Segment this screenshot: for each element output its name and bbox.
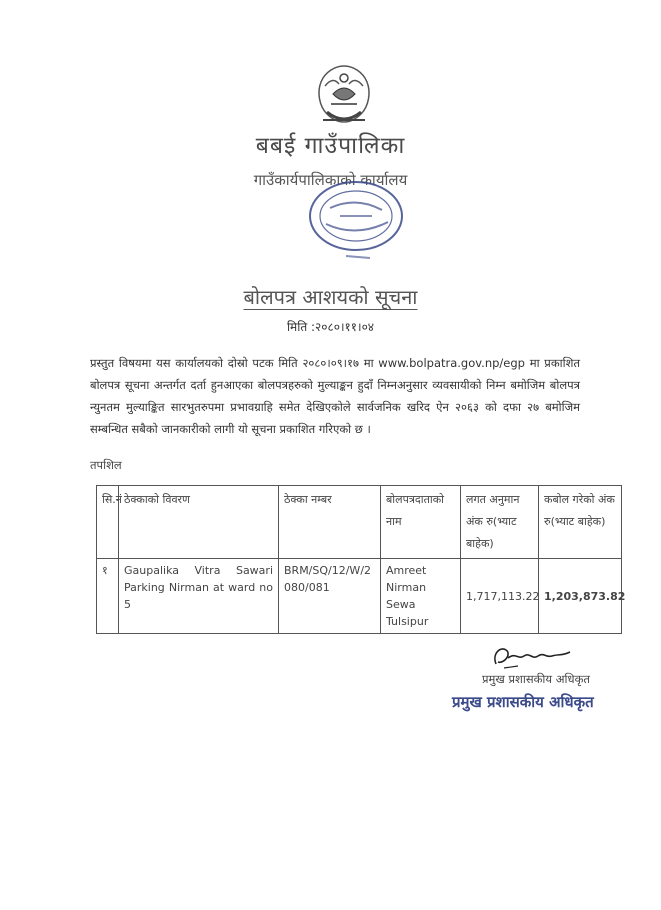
designation-stamp: [450, 686, 625, 714]
signatory-title: प्रमुख प्रशासकीय अधिकृत: [482, 672, 590, 686]
office-name: बबई गाउँपालिका: [255, 133, 406, 159]
header-contract-no: ठेक्का नम्बर: [279, 486, 381, 559]
table-row: [97, 559, 622, 634]
header-serial: सि.नं: [97, 486, 119, 559]
bid-table: [96, 485, 626, 634]
notice-date: मिति :२०८०।११।०४: [286, 320, 375, 334]
header-bid-amount: कबोल गरेको अंक रु(भ्याट बाहेक): [539, 486, 622, 559]
nepal-emblem-icon: [313, 64, 375, 128]
table-header-row: [97, 486, 622, 559]
office-subtitle: गाउँकार्यपालिकाको कार्यालय: [253, 171, 408, 189]
notice-title: बोलपत्र आशयको सूचना: [243, 285, 418, 309]
cell-bidder: Amreet Nirman Sewa Tulsipur: [381, 559, 461, 634]
designation-stamp-text: प्रमुख प्रशासकीय अधिकृत: [452, 693, 594, 711]
cell-estimate: 1,717,113.22: [461, 559, 539, 634]
office-stamp-icon: [300, 168, 412, 266]
cell-description: Gaupalika Vitra Sawari Parking Nirman at ward no 5: [119, 559, 279, 634]
details-label: तपशिल: [90, 458, 122, 472]
header-estimate: लगत अनुमान अंक रु(भ्याट बाहेक): [461, 486, 539, 559]
cell-bid-amount: 1,203,873.82: [539, 559, 622, 634]
notice-body: प्रस्तुत विषयमा यस कार्यालयको दोस्रो पटक मिति २०८०।०९।१७ मा www.bolpatra.gov.np/egp मा प्रकाशित बोलपत्र सूचना अन्तर्गत दर्ता हुनआएका बोलपत्रहरुको मुल्याङ्कन हुदाँ निम्नअनुसार व्यवसायीको निम्न बमोजिम बोलपत्र न्युनतम मुल्याङ्कित सारभुतरुपमा प्रभावग्राहि समेत देखिएकोले सार्वजनिक खरिद ऐन २०६३ को दफा २७ बमोजिम सम्बन्धित सबैको जानकारीको लागी यो सूचना प्रकाशित गरिएको छ ।: [90, 356, 580, 436]
header-bidder: बोलपत्रदाताको नाम: [381, 486, 461, 559]
cell-serial: १: [97, 559, 119, 634]
header-description: ठेक्काको विवरण: [119, 486, 279, 559]
signature-icon: [490, 640, 575, 672]
cell-contract-no: BRM/SQ/12/W/2080/081: [279, 559, 381, 634]
